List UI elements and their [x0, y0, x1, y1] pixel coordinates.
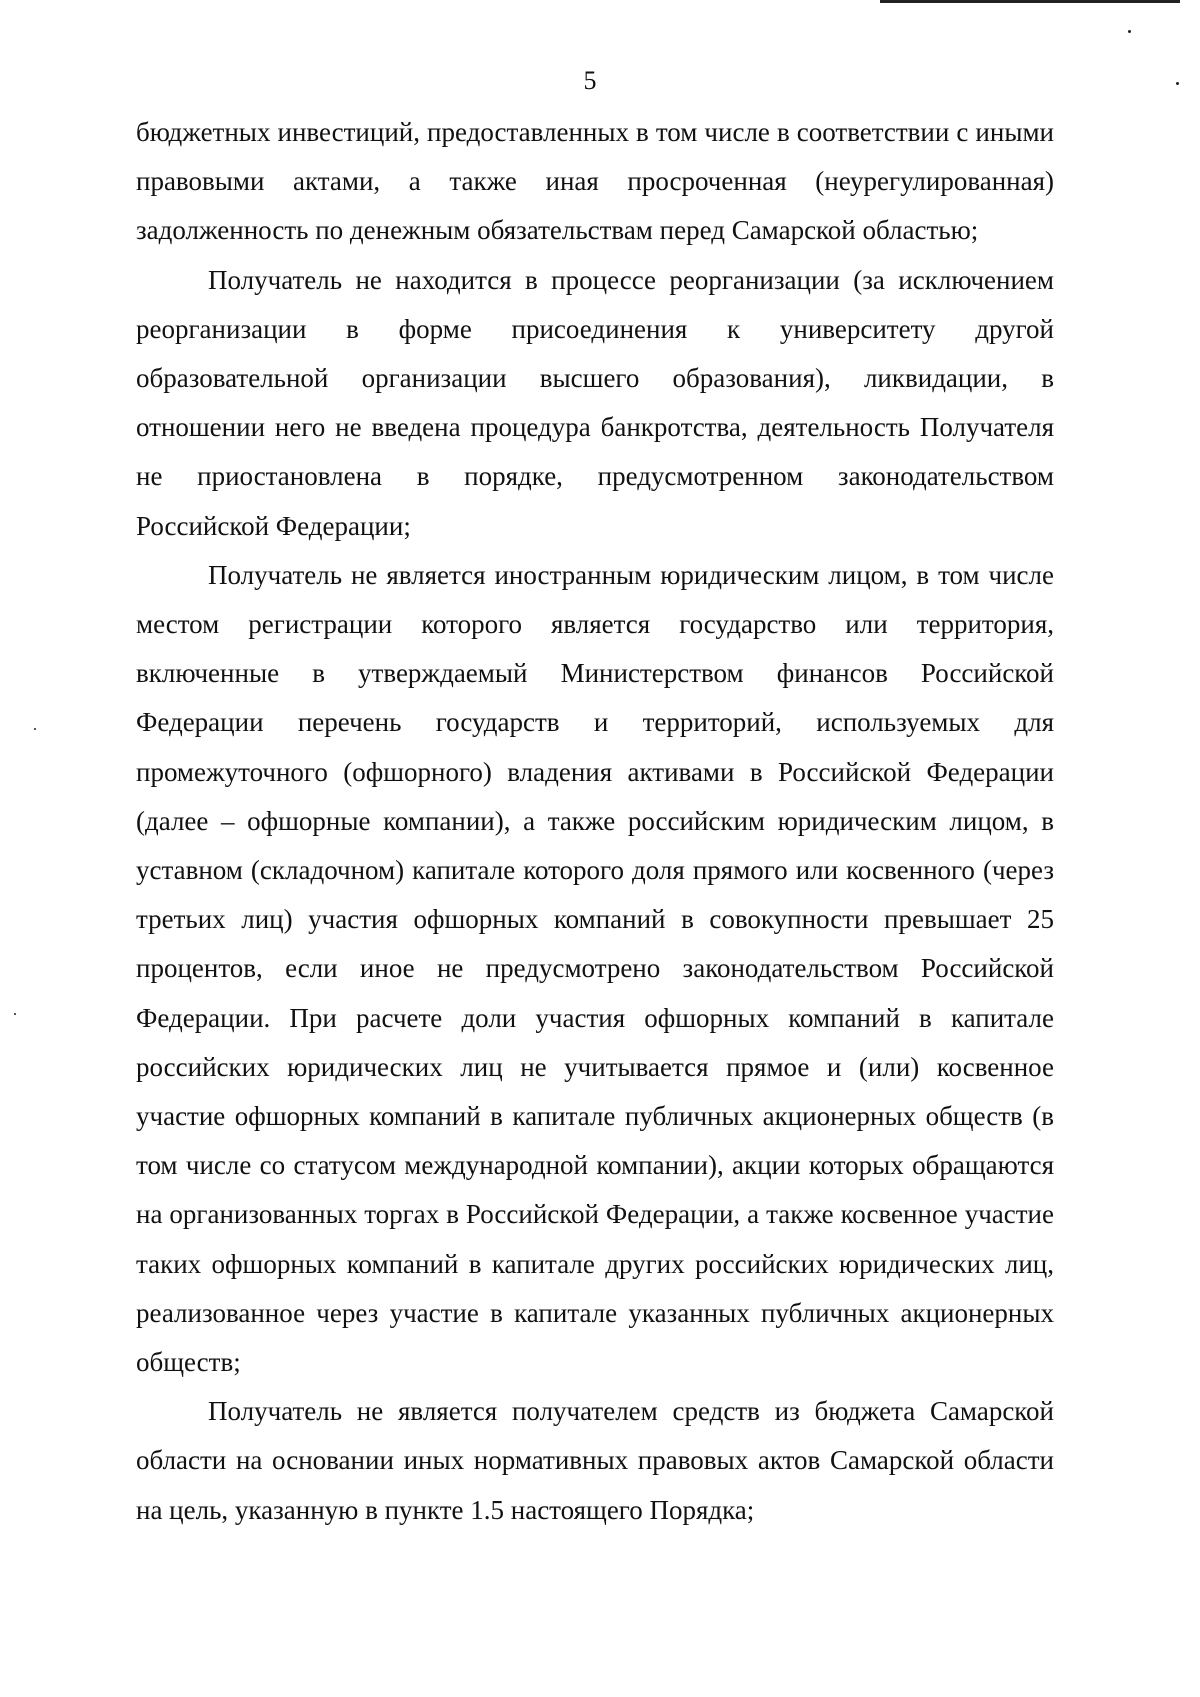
paragraph-other-funding: Получатель не является получателем средств из бюджета Самарской области на основании иных нормативных правовых актов Самарской области на цель, указанную в пункте 1.5 настоящего Порядка; [136, 1396, 1054, 1525]
scan-dot [1128, 30, 1131, 33]
paragraph-offshore: Получатель не является иностранным юридическим лицом, в том числе местом регистрации которого является государство или территория, включенные в утверждаемый Министерством финансов Российской Федерации перечень государств и территорий, используемых для промежуточного (офшорного) владения активами в Российской Федерации (далее – офшорные компании), а также российским юридическим лицом, в уставном (складочном) капитале которого доля прямого или косвенного (через третьих лиц) участия офшорных компаний в совокупности превышает 25 процентов, если иное не предусмотрено законодательством Российской Федерации. При расчете доли участия офшорных компаний в капитале российских юридических лиц не учитывается прямое и (или) косвенное участие офшорных компаний в капитале публичных акционерных обществ (в том числе со статусом международной компании), акции которых обращаются на организованных торгах в Российской Федерации, а также косвенное участие таких офшорных компаний в капитале других российских юридических лиц, реализованное через участие в капитале указанных публичных акционерных обществ; [136, 559, 1054, 1378]
paragraph-reorganization: Получатель не находится в процессе реорганизации (за исключением реорганизации в форме присоединения к университету другой образовательной организации высшего образования), ликвидации, в отношении него не введена процедура банкротства, деятельность Получателя не приостановлена в порядке, предусмотренном законодательством Российской Федерации; [136, 264, 1054, 541]
scan-dot [34, 728, 36, 730]
page-number: 5 [583, 66, 597, 95]
paragraph-debt-continuation: бюджетных инвестиций, предоставленных в том числе в соответствии с иными правовыми актами, а также иная просроченная (неурегулированная) задолженность по денежным обязательствам перед Самарской областью; [136, 117, 1054, 246]
scan-dot [14, 1013, 16, 1015]
document-body [136, 108, 1054, 1535]
scan-edge-line [880, 0, 1180, 3]
